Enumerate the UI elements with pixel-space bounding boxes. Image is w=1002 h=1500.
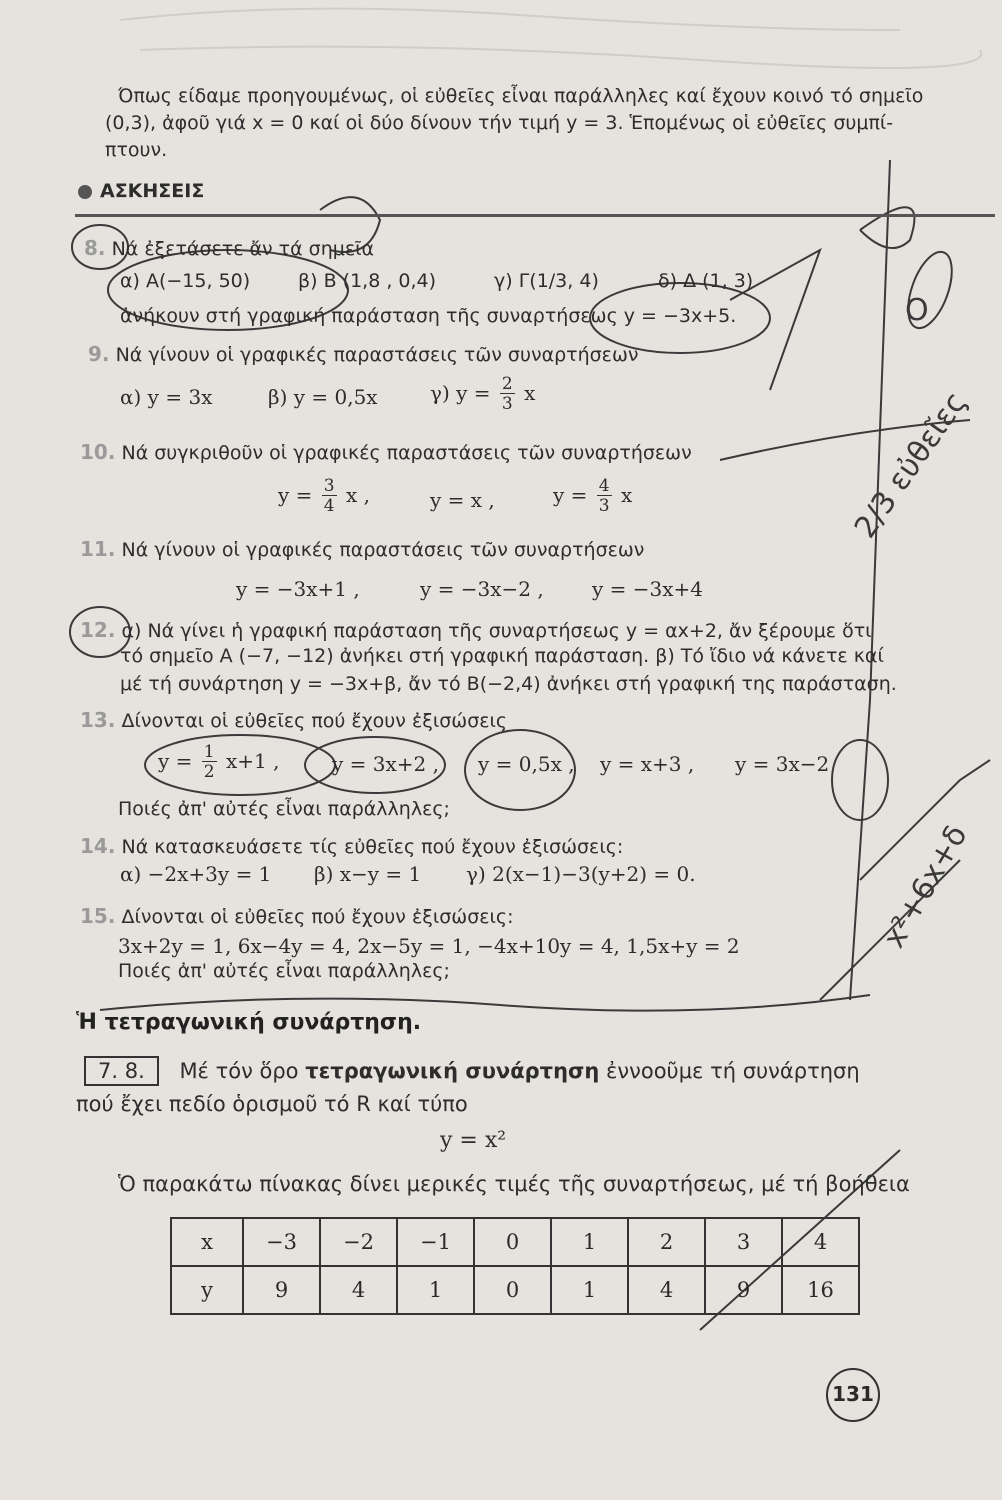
exercise-number: 8.	[84, 236, 106, 260]
table-cell: 9	[705, 1266, 782, 1314]
section-line-2: πού ἔχει πεδίο ὁρισμοῦ τό R καί τύπο	[76, 1092, 468, 1116]
ex9-b: β) y = 0,5x	[268, 385, 378, 409]
ex14-b: β) x−y = 1	[314, 862, 422, 886]
table-cell: 3	[705, 1218, 782, 1266]
table-cell: −1	[397, 1218, 474, 1266]
ex9-a: α) y = 3x	[120, 385, 213, 409]
exercises-title: ΑΣΚΗΣΕΙΣ	[100, 180, 205, 202]
table-header-y: y	[171, 1266, 243, 1314]
exercise-number: 10.	[80, 440, 116, 464]
formula-suffix: x	[524, 381, 536, 405]
exercise-number: 13.	[80, 708, 116, 732]
table-cell: −3	[243, 1218, 320, 1266]
exercise-14	[80, 834, 623, 858]
ex8-b: β) Β (1,8 , 0,4)	[298, 270, 437, 292]
denominator: 3	[598, 496, 610, 516]
ex9-c	[430, 376, 535, 413]
table-row-x	[171, 1218, 859, 1266]
ex13-f3: y = 0,5x ,	[478, 752, 575, 776]
numerator: 2	[501, 374, 513, 394]
formula-prefix: γ) y =	[430, 381, 491, 405]
exercise-8	[84, 236, 374, 260]
formula-prefix: y =	[278, 483, 313, 507]
exercise-number: 9.	[88, 342, 110, 366]
exercise-text: Δίνονται οἱ εὐθεῖες πού ἔχουν ἐξισώσεις:	[121, 906, 514, 928]
exercise-number: 15.	[80, 904, 116, 928]
table-cell: −2	[320, 1218, 397, 1266]
ex11-f1: y = −3x+1 ,	[236, 577, 360, 601]
exercises-rule	[75, 214, 995, 217]
handwriting-note-3: x²+6x+δ	[876, 819, 975, 954]
section-formula: y = x²	[440, 1128, 507, 1153]
fraction	[322, 478, 337, 515]
handwriting-note-1: 2/3 εὐθεῖες	[847, 385, 975, 545]
handwriting-note-2: O	[905, 293, 929, 328]
exercise-number: 11.	[80, 537, 116, 561]
exercise-text: Νά ἐξετάσετε ἄν τά σημεῖα	[111, 238, 375, 260]
table-cell: 16	[782, 1266, 859, 1314]
numerator: 4	[598, 476, 610, 496]
exercises-heading	[78, 180, 204, 202]
exercise-9	[88, 342, 638, 366]
formula-suffix: x+1 ,	[225, 749, 280, 773]
formula-prefix: y =	[158, 749, 193, 773]
ex10-f1	[278, 478, 370, 515]
table-cell: 4	[782, 1218, 859, 1266]
ex15-question: Ποιές ἀπ' αὐτές εἶναι παράλληλες;	[118, 960, 450, 982]
denominator: 2	[203, 762, 215, 782]
table-cell: 1	[551, 1218, 628, 1266]
ex12-line2: τό σημεῖο Α (−7, −12) ἀνήκει στή γραφική παράσταση. β) Τό ἴδιο νά κάνετε καί	[120, 645, 884, 667]
ex13-f5: y = 3x−2	[735, 752, 830, 776]
numerator: 1	[203, 742, 215, 762]
section-text: Μέ τόν ὅρο	[179, 1059, 299, 1083]
denominator: 3	[501, 394, 513, 414]
fraction	[202, 744, 217, 781]
intro-line-2: (0,3), ἀφοῦ γιά x = 0 καί οἱ δύο δίνουν τήν τιμή y = 3. Ἑπομένως οἱ εὐθεῖες συμπί-	[105, 112, 894, 134]
exercise-text: Νά συγκριθοῦν οἱ γραφικές παραστάσεις τῶν συναρτήσεων	[121, 442, 692, 464]
ex15-equations: 3x+2y = 1, 6x−4y = 4, 2x−5y = 1, −4x+10y = 4, 1,5x+y = 2	[118, 934, 740, 958]
table-header-x: x	[171, 1218, 243, 1266]
section-line-1	[84, 1056, 860, 1086]
table-cell: 0	[474, 1266, 551, 1314]
section-term: τετραγωνική συνάρτηση	[305, 1059, 600, 1083]
exercise-number: 12.	[80, 618, 116, 642]
ex13-f2: y = 3x+2 ,	[332, 752, 439, 776]
formula-suffix: x ,	[345, 483, 370, 507]
exercise-text: Νά γίνουν οἱ γραφικές παραστάσεις τῶν συναρτήσεων	[115, 344, 639, 366]
ex8-a: α) Α(−15, 50)	[120, 270, 251, 292]
exercise-text: Νά γίνουν οἱ γραφικές παραστάσεις τῶν συναρτήσεων	[121, 539, 645, 561]
page-number: 131	[826, 1368, 880, 1422]
exercise-15	[80, 904, 514, 928]
ex12-line3: μέ τή συνάρτηση y = −3x+β, ἄν τό Β(−2,4) ἀνήκει στή γραφική της παράσταση.	[120, 673, 897, 695]
table-cell: 0	[474, 1218, 551, 1266]
ex10-f3	[553, 478, 632, 515]
ex14-c: γ) 2(x−1)−3(y+2) = 0.	[466, 862, 696, 886]
table-cell: 9	[243, 1266, 320, 1314]
numerator: 3	[323, 476, 335, 496]
table-cell: 4	[628, 1266, 705, 1314]
ex13-question: Ποιές ἀπ' αὐτές εἶναι παράλληλες;	[118, 798, 450, 820]
ex8-d: δ) Δ (1, 3)	[658, 270, 754, 292]
formula-suffix: x	[620, 483, 633, 507]
values-table	[170, 1217, 860, 1315]
denominator: 4	[323, 496, 335, 516]
ex8-c: γ) Γ(1/3, 4)	[494, 270, 599, 292]
exercise-text: α) Νά γίνει ἡ γραφική παράσταση τῆς συναρτήσεως y = αx+2, ἄν ξέρουμε ὅτι	[121, 620, 872, 642]
ex11-f3: y = −3x+4	[592, 577, 704, 601]
formula-prefix: y =	[553, 483, 588, 507]
exercise-12	[80, 618, 872, 642]
table-row-y	[171, 1266, 859, 1314]
ex13-f4: y = x+3 ,	[600, 752, 695, 776]
intro-line-1: Όπως είδαμε προηγουμένως, οἱ εὐθεῖες εἶναι παράλληλες καί ἔχουν κοινό τό σημεῖο	[118, 85, 924, 107]
ex11-f2: y = −3x−2 ,	[420, 577, 544, 601]
ex10-f2: y = x ,	[430, 488, 495, 512]
intro-line-3: πτουν.	[105, 139, 168, 161]
table-cell: 4	[320, 1266, 397, 1314]
exercise-10	[80, 440, 692, 464]
section-title: Ἡ τετραγωνική συνάρτηση.	[76, 1010, 422, 1035]
section-text: ἐννοοῦμε τή συνάρτηση	[606, 1059, 860, 1083]
exercise-13	[80, 708, 507, 732]
exercise-text: Νά κατασκευάσετε τίς εὐθεῖες πού ἔχουν ἐξισώσεις:	[121, 836, 624, 858]
ex14-a: α) −2x+3y = 1	[120, 862, 272, 886]
exercise-text: Δίνονται οἱ εὐθεῖες πού ἔχουν ἐξισώσεις	[121, 710, 508, 732]
ex8-line3: ἀνήκουν στή γραφική παράσταση τῆς συναρτήσεως y = −3x+5.	[120, 305, 737, 327]
exercise-number: 14.	[80, 834, 116, 858]
bullet-icon	[78, 185, 92, 199]
section-number-box: 7. 8.	[84, 1056, 159, 1086]
section-line-3: Ὁ παρακάτω πίνακας δίνει μερικές τιμές τῆς συναρτήσεως, μέ τή βοήθεια	[118, 1172, 910, 1196]
ex13-f1	[158, 744, 279, 781]
table-cell: 2	[628, 1218, 705, 1266]
fraction	[597, 478, 612, 515]
exercise-11	[80, 537, 644, 561]
table-cell: 1	[397, 1266, 474, 1314]
table-cell: 1	[551, 1266, 628, 1314]
fraction	[500, 376, 515, 413]
